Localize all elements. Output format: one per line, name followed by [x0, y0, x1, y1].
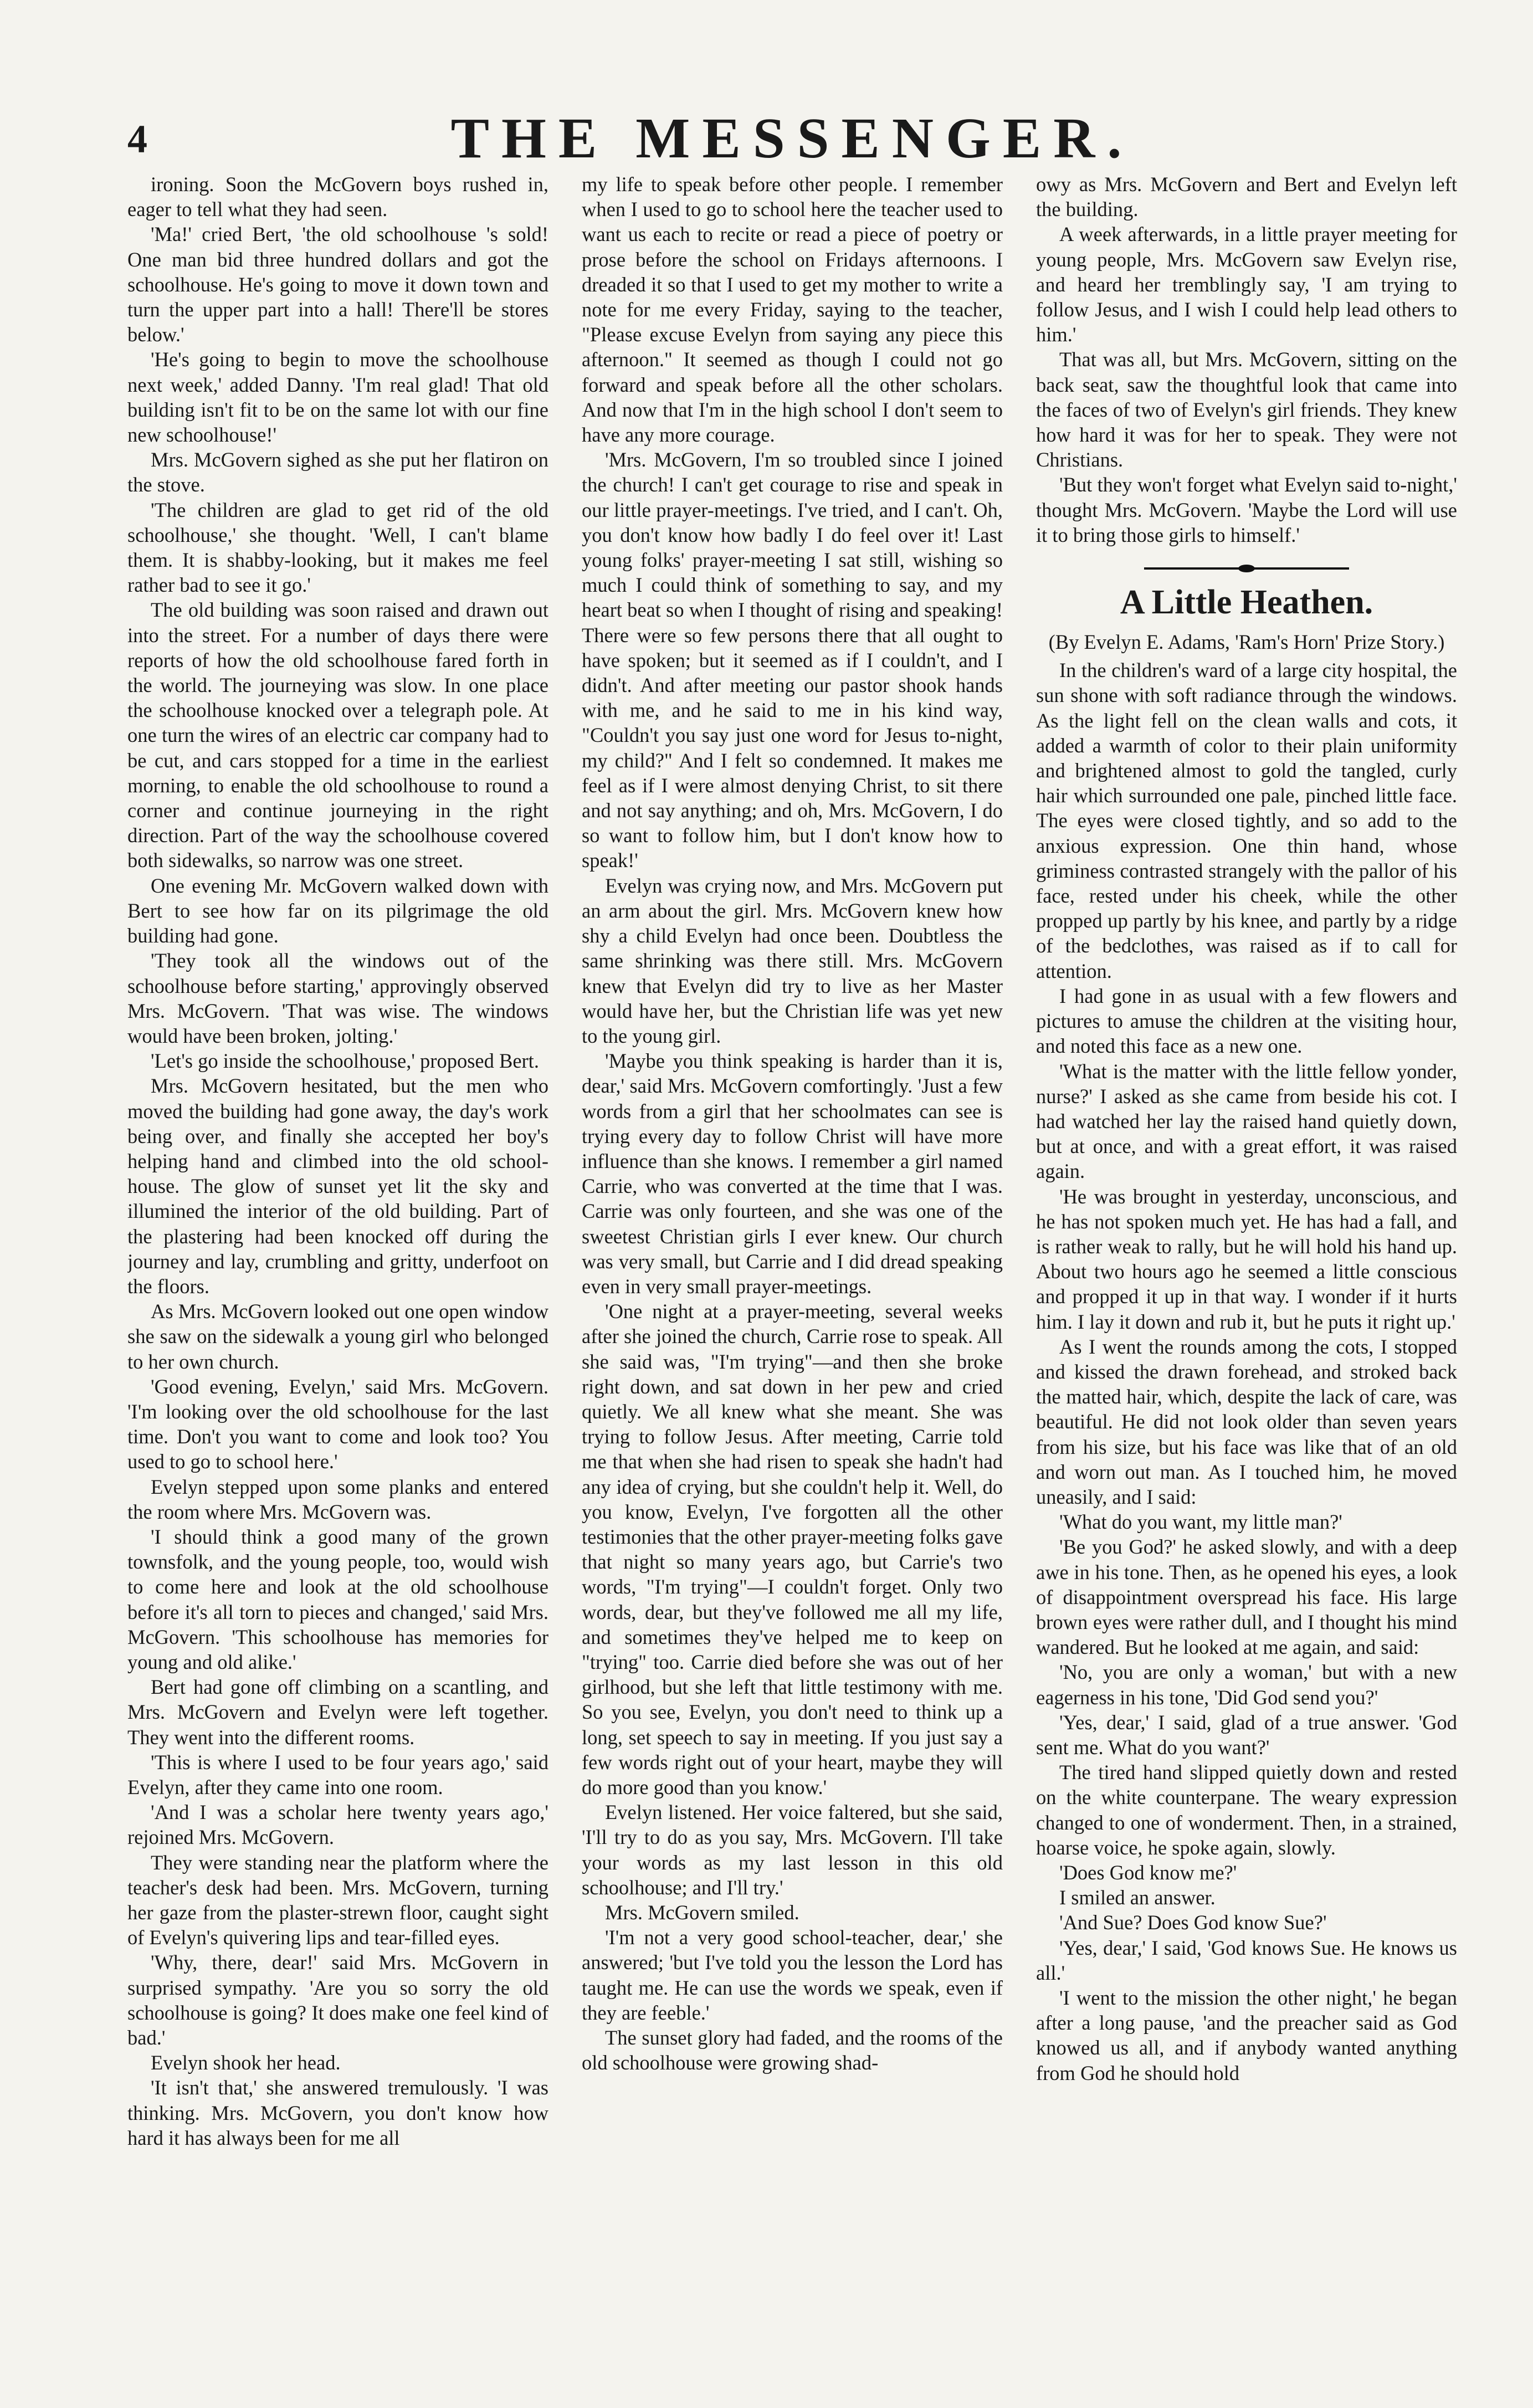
paragraph: 'I'm not a very good school-teacher, dear,' she answered; 'but I've told you the lesson the Lord has taught me. He can use the words we speak, even if they are feeble.' [582, 1926, 1003, 2024]
paragraph: 'Why, there, dear!' said Mrs. McGovern in surprised sympathy. 'Are you so sorry the old schoolhouse is going? It does make one feel kind of bad.' [127, 1951, 548, 2050]
paragraph: That was all, but Mrs. McGovern, sitting on the back seat, saw the thoughtful look that came into the faces of two of Evelyn's girl friends. They knew how hard it was for her to speak. They were not Christians. [1036, 348, 1457, 472]
paragraph: As I went the rounds among the cots, I stopped and kissed the drawn forehead, and stroked back the matted hair, which, despite the lack of care, was beautiful. He did not look older than seven years from his size, but his face was like that of an old and worn out man. As I touched him, he moved uneasily, and I said: [1036, 1335, 1457, 1508]
paragraph: Evelyn was crying now, and Mrs. McGovern put an arm about the girl. Mrs. McGovern knew how shy a child Evelyn had once been. Doubtless the same shrinking was there still. Mrs. McGovern knew that Evelyn did try to live as her Master would have her, but the Christian life was yet new to the young girl. [582, 874, 1003, 1047]
paragraph: 'I should think a good many of the grown townsfolk, and the young people, too, would wish to come here and look at the old schoolhouse before it's all torn to pieces and changed,' said Mrs. McGovern. 'This schoolhouse has memories for young and old alike.' [127, 1525, 548, 1673]
paragraph: 'One night at a prayer-meeting, several weeks after she joined the church, Carrie rose to speak. All she said was, "I'm trying"—and then she broke right down, and sat down in her pew and cried quietly. We all knew what she meant. She was trying to follow Jesus. After meeting, Carrie told me that when she had risen to speak she hadn't had any idea of crying, but she couldn't help it. Well, do you know, Evelyn, I've forgotten all the other testimonies that the other prayer-meeting folks gave that night so many years ago, but Carrie's two words, "I'm trying"—I couldn't forget. Only two words, dear, but they've followed me all my life, and sometimes they've helped me to keep on "trying" too. Carrie died before she was out of her girlhood, but she left that little testimony with me. So you see, Evelyn, you don't need to think up a long, set speech to say in meeting. If you just say a few words right out of your heart, maybe they will do more good than you know.' [582, 1300, 1003, 1799]
paragraph: 'And I was a scholar here twenty years ago,' rejoined Mrs. McGovern. [127, 1801, 548, 1849]
paragraph: The sunset glory had faded, and the rooms of the old schoolhouse were growing shad- [582, 2026, 1003, 2074]
column-1 [127, 172, 548, 2377]
paragraph: my life to speak before other people. I remember when I used to go to school here the teacher used to want us each to recite or read a piece of poetry or prose before the school on Fridays afternoons. I dreaded it so that I used to get my mother to write a note for me every Friday, saying to the teacher, "Please excuse Evelyn from saying any piece this afternoon." It seemed as though I could not go forward and speak before all the other scholars. And now that I'm in the high school I don't seem to have any more courage. [582, 173, 1003, 447]
paragraph: The old building was soon raised and drawn out into the street. For a number of days there were reports of how the old schoolhouse fared forth in the world. The journeying was slow. In one place the schoolhouse knocked over a telegraph pole. At one turn the wires of an electric car company had to be cut, and cars stopped for a time in the earliest morning, to enable the old schoolhouse to round a corner and continue journeying in the right direction. Part of the way the schoolhouse covered both sidewalks, so narrow was one street. [127, 598, 548, 872]
paragraph: 'No, you are only a woman,' but with a new eagerness in his tone, 'Did God send you?' [1036, 1661, 1457, 1709]
paragraph: 'Be you God?' he asked slowly, and with a deep awe in his tone. Then, as he opened his eyes, a look of disappointment overspread his face. His large brown eyes were rather dull, and I thought his mind wandered. But he looked at me again, and said: [1036, 1535, 1457, 1659]
newspaper-title: THE MESSENGER. [450, 106, 1134, 170]
paragraph: 'Let's go inside the schoolhouse,' proposed Bert. [151, 1049, 539, 1073]
paragraph: Evelyn shook her head. [151, 2051, 341, 2074]
paragraph: owy as Mrs. McGovern and Bert and Evelyn left the building. [1036, 173, 1457, 221]
paragraph: Mrs. McGovern hesitated, but the men who moved the building had gone away, the day's work being over, and finally she accepted her boy's helping hand and climbed into the old school-house. The glow of sunset yet lit the sky and illumined the interior of the old building. Part of the plastering had been knocked off during the journey and lay, crumbling and gritty, underfoot on the floors. [127, 1074, 548, 1298]
divider-rule [1144, 567, 1349, 570]
paragraph: 'It isn't that,' she answered tremulously. 'I was thinking. Mrs. McGovern, you don't know how hard it has always been for me all [127, 2076, 548, 2149]
paragraph: Mrs. McGovern sighed as she put her flatiron on the stove. [127, 448, 548, 496]
paragraph: 'Ma!' cried Bert, 'the old schoolhouse 's sold! One man bid three hundred dollars and got the schoolhouse. He's going to move it down town and turn the upper part into a hall! There'll be stores below.' [127, 223, 548, 346]
paragraph: I smiled an answer. [1059, 1886, 1216, 1909]
paragraph: 'Yes, dear,' I said, glad of a true answer. 'God sent me. What do you want?' [1036, 1710, 1457, 1759]
paragraph: I had gone in as usual with a few flowers and pictures to amuse the children at the visiting hour, and noted this face as a new one. [1036, 984, 1457, 1058]
paragraph: 'This is where I used to be four years ago,' said Evelyn, after they came into one room. [127, 1750, 548, 1799]
paragraph: As Mrs. McGovern looked out one open window she saw on the sidewalk a young girl who belonged to her own church. [127, 1300, 548, 1373]
paragraph: 'They took all the windows out of the schoolhouse before starting,' approvingly observed Mrs. McGovern. 'That was wise. The windows would have been broken, jolting.' [127, 949, 548, 1047]
column-2 [582, 172, 1003, 2377]
masthead [127, 105, 1457, 172]
paragraph: They were standing near the platform where the teacher's desk had been. Mrs. McGovern, turning her gaze from the plaster-strewn floor, caught sight of Evelyn's quivering lips and tear-filled eyes. [127, 1851, 548, 1949]
paragraph: 'But they won't forget what Evelyn said to-night,' thought Mrs. McGovern. 'Maybe the Lord will use it to bring those girls to himself.' [1036, 473, 1457, 546]
paragraph: 'What is the matter with the little fellow yonder, nurse?' I asked as she came from beside his cot. I had watched her lay the raised hand quietly down, but at once, and with a great effort, it was raised again. [1036, 1059, 1457, 1183]
column-3 [1036, 172, 1457, 2377]
paragraph: 'Mrs. McGovern, I'm so troubled since I joined the church! I can't get courage to rise and speak in our little prayer-meetings. I've tried, and I can't. Oh, you don't know how badly I do feel over it! Last young folks' prayer-meeting I sat still, wishing so much I could think of something to say, and my heart beat so when I thought of rising and speaking! There were so few persons there that all ought to have spoken; but it seemed as if I couldn't, and I didn't. And after meeting our pastor shook hands with me, and he said to me in his kind way, "Couldn't you say just one word for Jesus to-night, my child?" And I felt so condemned. It makes me feel as if I were almost denying Christ, to sit there and not say anything; and oh, Mrs. McGovern, I do so want to follow him, but I don't know how to speak!' [582, 448, 1003, 872]
paragraph: 'Does God know me?' [1059, 1861, 1237, 1884]
paragraph: The tired hand slipped quietly down and rested on the white counterpane. The weary expression changed to one of wonderment. Then, in a strained, hoarse voice, he spoke again, slowly. [1036, 1761, 1457, 1859]
paragraph: Evelyn stepped upon some planks and entered the room where Mrs. McGovern was. [127, 1475, 548, 1523]
paragraph: Evelyn listened. Her voice faltered, but she said, 'I'll try to do as you say, Mrs. McGovern. I'll take your words as my last lesson in this old schoolhouse; and I'll try.' [582, 1801, 1003, 1899]
paragraph: 'What do you want, my little man?' [1059, 1510, 1342, 1534]
paragraph: 'Yes, dear,' I said, 'God knows Sue. He knows us all.' [1036, 1936, 1457, 1984]
paragraph: Mrs. McGovern smiled. [605, 1901, 799, 1924]
paragraph: 'Good evening, Evelyn,' said Mrs. McGovern. 'I'm looking over the old schoolhouse for the last time. Don't you want to come and look too? You used to go to school here.' [127, 1375, 548, 1473]
text-columns [127, 172, 1457, 2377]
paragraph: ironing. Soon the McGovern boys rushed in, eager to tell what they had seen. [127, 173, 548, 221]
story-byline: (By Evelyn E. Adams, 'Ram's Horn' Prize Story.) [1048, 631, 1445, 654]
story-title: A Little Heathen. [1120, 583, 1373, 622]
paragraph: In the children's ward of a large city hospital, the sun shone with soft radiance through the windows. As the light fell on the clean walls and cots, it added a warmth of color to their plain uniformity and brightened almost to gold the tangled, curly hair which surrounded one pale, pinched little face. The eyes were closed tightly, and so add to the anxious expression. One thin hand, whose griminess contrasted strangely with the pallor of his face, rested under his cheek, while the other propped up partly by his knee, and partly by a ridge of the bedclothes, was raised as if to call for attention. [1036, 659, 1457, 982]
paragraph: One evening Mr. McGovern walked down with Bert to see how far on its pilgrimage the old building had gone. [127, 874, 548, 947]
page-number: 4 [127, 117, 147, 161]
paragraph: A week afterwards, in a little prayer meeting for young people, Mrs. McGovern saw Evelyn rise, and heard her tremblingly say, 'I am trying to follow Jesus, and I wish I could help lead others to him.' [1036, 223, 1457, 346]
paragraph: Bert had gone off climbing on a scantling, and Mrs. McGovern and Evelyn were left together. They went into the different rooms. [127, 1676, 548, 1749]
paragraph: 'I went to the mission the other night,' he began after a long pause, 'and the preacher said as God knowed us all, and if anybody wanted anything from God he should hold [1036, 1986, 1457, 2084]
paragraph: 'He was brought in yesterday, unconscious, and he has not spoken much yet. He has had a fall, and is rather weak to rally, but he will hold his hand up. About two hours ago he seemed a little conscious and propped it up in that way. I wonder if it hurts him. I lay it down and rub it, but he puts it right up.' [1036, 1185, 1457, 1333]
paragraph: 'And Sue? Does God know Sue?' [1059, 1911, 1327, 1934]
paragraph: 'Maybe you think speaking is harder than it is, dear,' said Mrs. McGovern comfortingly. 'Just a few words from a girl that her schoolmates can see is trying every day to follow Christ will have more influence than she knows. I remember a girl named Carrie, who was converted at the time that I was. Carrie was only fourteen, and she was one of the sweetest Christian girls I ever knew. Our church was very small, but Carrie and I did dread speaking even in very small prayer-meetings. [582, 1049, 1003, 1298]
paragraph: 'He's going to begin to move the schoolhouse next week,' added Danny. 'I'm real glad! That old building isn't fit to be on the same lot with our fine new schoolhouse!' [127, 348, 548, 447]
paragraph: 'The children are glad to get rid of the old schoolhouse,' she thought. 'Well, I can't blame them. It is shabby-looking, but it makes me feel rather bad to see it go.' [127, 498, 548, 597]
section-divider [1036, 567, 1457, 570]
